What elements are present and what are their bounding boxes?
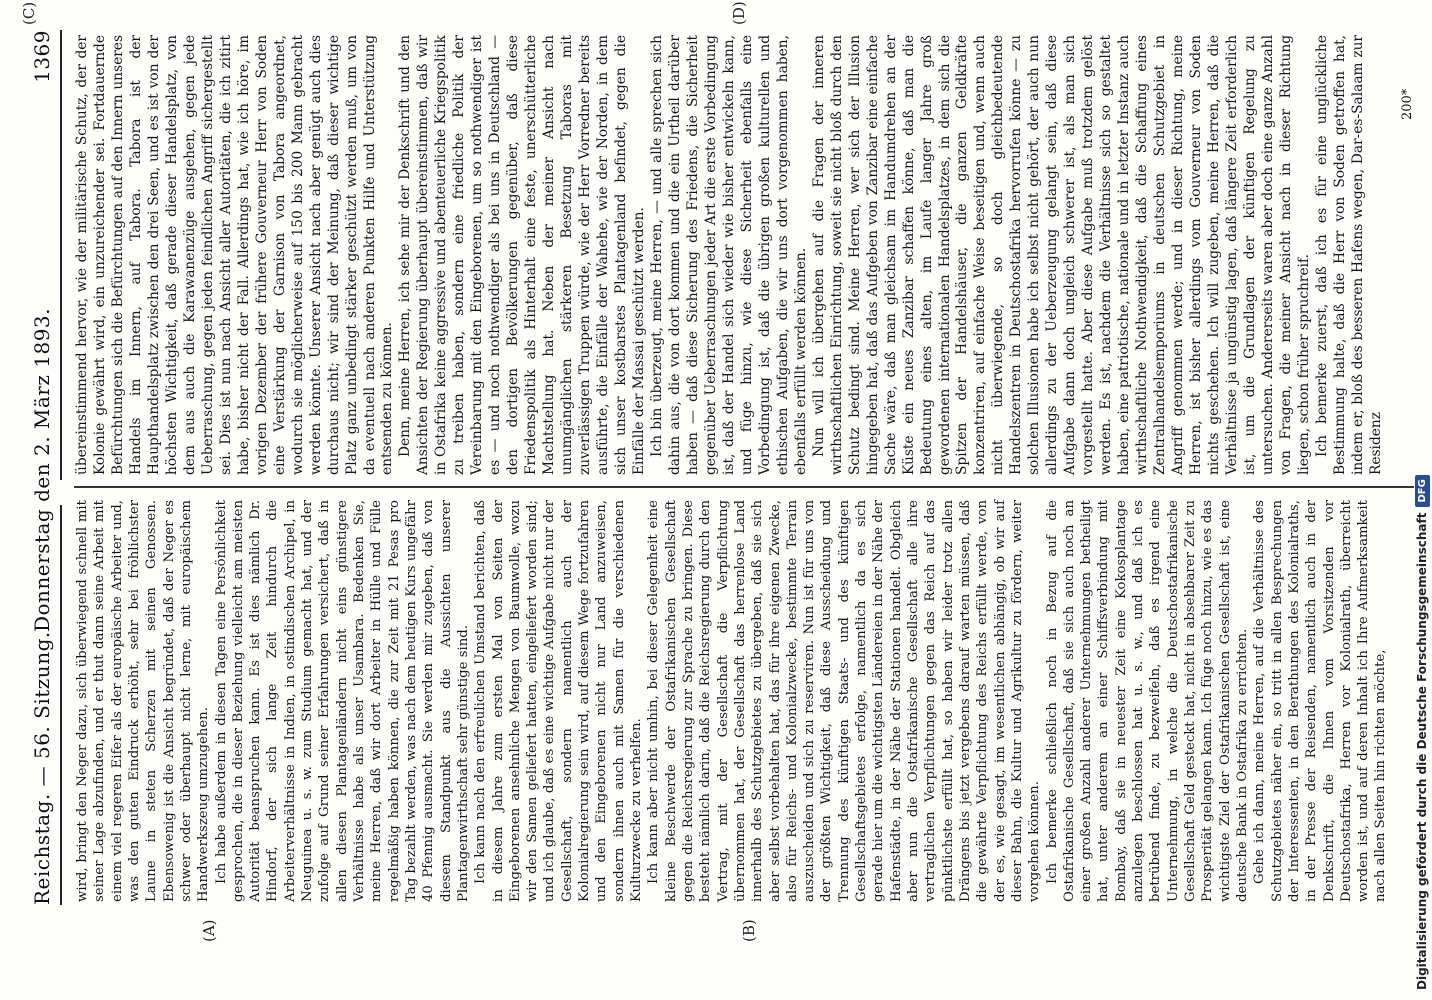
header-rule-right — [60, 30, 62, 480]
right-text-column — [74, 35, 1386, 475]
paragraph: Gehe ich dann, meine Herren, auf die Verhältnisse des Schutzgebietes näher ein, so tritt in allen Besprechungen der Interessenten, in den Berathungen des Kolonialraths, in der Presse der Reisenden, namentlich auch in der Denkschrift, die Ihnen vom Vorsitzenden vor Deutschostafrika, Herren vor Kolonialrath, überreicht worden ist, und auf deren Inhalt ich Ihre Aufmerksamkeit nach allen Seiten hin richten möchte, — [1252, 500, 1389, 902]
margin-marker-a: (A) — [200, 919, 218, 942]
page-header-date: Donnerstag den 2. März 1893. — [30, 307, 54, 633]
header-rule-left — [60, 505, 62, 905]
digitization-footer — [1408, 90, 1432, 990]
column-divider — [74, 487, 1414, 489]
footer-credit-text: Digitalisierung gefördert durch die Deutsche Forschungsgemeinschaft — [1415, 512, 1429, 990]
margin-marker-c: (C) — [20, 1, 38, 25]
paragraph: Ich bin überzeugt, meine Herren, — und alle sprechen sich dahin aus, die von dort kommen und die ein Urtheil darüber haben — daß diese Sicherung des Friedens, die Sicherheit gegenüber Ueberraschungen jeder Art die erste Vorbedingung ist, daß der Handel sich wieder wie bisher entwickeln kann, und füge hinzu, wie diese Sicherheit ebenfalls eine Vorbedingung ist, daß die übrigen großen kulturellen und ethischen Aufgaben, die wir uns dort vorgenommen haben, ebenfalls erfüllt werden können. — [649, 35, 809, 475]
paragraph: wird, bringt den Neger dazu, sich überwiegend schnell mit seiner Lage abzufinden, und er thut dann seine Arbeit mit einem viel regeren Eifer als der europäische Arbeiter und, was den guten Eindruck erhöht, sehr bei fröhlichster Laune in steten Scherzen mit seinen Genossen. Ebensowenig ist die Ansicht begründet, daß der Neger es schwer oder überhaupt nicht lerne, mit europäischem Handwerkszeug umzugehen. — [75, 500, 212, 902]
margin-marker-d: (D) — [730, 1, 748, 25]
left-text-column — [74, 500, 1390, 902]
footer-credit — [1412, 90, 1432, 990]
paragraph: Denn, meine Herren, ich sehe mir der Denkschrift und den Ansichten der Regierung überhaupt übereinstimmen, daß wir in Ostafrika keine aggressive und abenteuerliche Kriegspolitik zu treiben haben, sondern eine friedliche Politik der Vereinbarung mit den Eingeborenen, um so nothwendiger ist es — und noch nothwendiger als bei uns in Deutschland — den dortigen Bevölkerungen gegenüber, daß diese Friedenspolitik als Hinterhalt eine feste, unerschütterliche Machtstellung hat. Neben der meiner Ansicht nach unumgänglichen stärkeren Besetzung Taboras mit zuverlässigen Truppen würde, wie der Herr Vorredner bereits ausführte, die Einfälle der Wahehe, wie der Norden, in dem sich unser kostbarstes Plantagenland befindet, gegen die Einfälle der Massai geschützt werden. — [397, 35, 648, 475]
sheet-signature: 200* — [1400, 88, 1415, 120]
paragraph: Ich bemerke schließlich noch in Bezug auf die Ostafrikanische Gesellschaft, daß sie sich auch noch an einer großen Anzahl anderer Unternehmungen betheiligt hat, unter anderem an einer Schiffsverbindung mit Bombay, daß sie in neuester Zeit eine Kokosplantage anzulegen beschlossen hat u. s. w., und daß ich es betrübend finde, zu bezweifeln, daß es irgend eine Unternehmung, in welche die Deutschostafrikanische Gesellschaft Geld gesteckt hat, nicht in absehbarer Zeit zu Prosperität gelangen kann. Ich füge noch hinzu, wie es das wichtigste Ziel der Ostafrikanischen Gesellschaft ist, eine deutsche Bank in Ostafrika zu errichten. — [1044, 500, 1250, 902]
paragraph: Ich kann aber nicht umhin, bei dieser Gelegenheit eine kleine Beschwerde der Ostafrikanischen Gesellschaft gegen die Reichsregierung zur Sprache zu bringen. Diese besteht nämlich darin, daß die Reichsregierung durch den Vertrag, mit der Gesellschaft die Verpflichtung übernommen hat, der Gesellschaft das herrenlose Land innerhalb des Schutzgebietes zu übergeben, daß sie sich aber selbst vorbehalten hat, das für ihre eigenen Zwecke, also für Reichs- und Kolonialzwecke, bestimmte Terrain auszuscheiden und sich zu reserviren. Nun ist für uns von der größten Wichtigkeit, daß diese Ausscheidung und Trennung des künftigen Staats- und des künftigen Gesellschaftsgebietes erfolge, namentlich da es sich gerade hier um die wichtigsten Ländereien in der Nähe der Hafenstädte, in der Nähe der Stationen handelt. Obgleich aber nun die Ostafrikanische Gesellschaft alle ihre vertraglichen Verpflichtungen gegen das Reich auf das pünktlichste erfüllt hat, so haben wir leider trotz allen Drängens bis jetzt vergebens darauf warten müssen, daß die gewährte Verpflichtung des Reichs erfüllt werde, von der es, wie gesagt, im wesentlichen abhängig, ob wir auf dieser Bahn, die Kultur und Agrikultur zu fördern, weiter vorgehen können. — [646, 500, 1043, 902]
dfg-logo-icon: DFG — [1415, 475, 1430, 506]
paragraph: Ich habe außerdem in diesen Tagen eine Persönlichkeit gesprochen, die in dieser Beziehung vielleicht am meisten Autorität beanspruchen kann. Es ist dies nämlich Dr. Hindorf, der sich lange Zeit hindurch die Arbeiterverhältnisse in Indien, in ostindischen Archipel, in Neuguinea u. s. w. zum Studium gemacht hat, und der zufolge auf Grund seiner Erfahrungen versichert, daß in allen diesen Plantagenländern nicht eins günstigere Verhältnisse habe als unser Usambara. Bedenken Sie, meine Herren, daß wir dort Arbeiter in Hülle und Fülle regelmäßig haben können, die zur Zeit mit 21 Pesas pro Tag bezahlt werden, was nach dem heutigen Kurs ungefähr 40 Pfennig ausmacht. Sie werden mir zugeben, daß von diesem Standpunkt aus die Aussichten unserer Plantagenwirthschaft sehr günstige sind. — [213, 500, 471, 902]
paragraph: Ich kann nach den erfreulichen Umstand berichten, daß in diesem Jahre zum ersten Mal von Seiten der Eingeborenen ansehnliche Mengen von Baumwolle, wozu wir den Samen geliefert hatten, eingeliefert worden sind; und ich glaube, daß es eine wichtige Aufgabe nicht nur der Gesellschaft, sondern namentlich auch der Kolonialregierung sein wird, auf diesem Wege fortzufahren und den Eingeborenen nicht nur Land anzuweisen, sondern ihnen auch mit Samen für die verschiedenen Kulturzwecke zu verhelfen. — [473, 500, 644, 902]
margin-marker-b: (B) — [740, 919, 758, 942]
page-number: 1369 — [30, 30, 54, 83]
paragraph: Nun will ich übergehen auf die Fragen der inneren wirthschaftlichen Einrichtung, soweit sie nicht bloß durch den Schutz bedingt sind. Meine Herren, wer sich der Illusion hingegeben hat, daß das Aufgeben von Zanzibar eine einfache Sache wäre, daß man gleichsam im Handumdrehen an der Küste ein neues Zanzibar schaffen könne, daß man die Bedeutung eines alten, im Laufe langer Jahre groß gewordenen internationalen Handelsplatzes, in dem sich die Spitzen der Handelshäuser, die ganzen Geldkräfte konzentriren, auf einfache Weise beseitigen und, wenn auch nicht überwiegende, so doch gleichbedeutende Handelszentren in Deutschostafrika hervorrufen könne — zu solchen Illusionen habe ich selbst nicht gehört, der auch nun allerdings zu der Ueberzeugung gelangt sein, daß diese Aufgabe dann doch ungleich schwerer ist, als man sich vorgestellt hatte. Aber diese Aufgabe muß trotzdem gelöst werden. Es ist, nachdem die Verhältnisse sich so gestaltet haben, eine patriotische, nationale und in letzter Instanz auch wirthschaftliche Nothwendigkeit, daß die Schaffung eines Zentralhandelsemporiums in deutschen Schutzgebiet in Angriff genommen werde; und in dieser Richtung, meine Herren, ist bisher allerdings vom Gouverneur von Soden nichts geschehen. Ich will zugeben, meine Herren, daß die Verhältnisse ja ungünstig lagen, daß längere Zeit erforderlich ist, um die Grundlagen der künftigen Regelung zu untersuchen. Andererseits waren aber doch eine ganze Anzahl von Fragen, die meiner Ansicht nach in dieser Richtung liegen, schon früher spruchreif. — [810, 35, 1312, 475]
paragraph: Ich bemerke zuerst, daß ich es für eine unglückliche Bestimmung halte, daß die Herr von Soden getroffen hat, indem er, bloß des besseren Hafens wegen, Dar-es-Salaam zur Residenz — [1313, 35, 1384, 475]
page-header-left: Reichstag. — 56. Sitzung. — [30, 631, 54, 905]
paragraph: übereinstimmend hervor, wie der militärische Schutz, der der Kolonie gewährt wird, ein unzureichender sei. Fortdauernde Befürchtungen sich die Befürchtungen auf den Innern unseres Handels im Innern, auf Tabora. Tabora ist der Haupthandelsplatz zwischen den drei Seen, und es ist von der höchsten Wichtigkeit, daß gerade dieser Handelsplatz, von dem aus auch die Karawanenzüge ausgehen, gegen jede Ueberraschung, gegen jeden feindlichen Angriff sichergestellt sei. Dies ist nun nach Ansicht aller Autoritäten, die ich zitirt habe, bisher nicht der Fall. Allerdings hat, wie ich höre, im vorigen Dezember der frühere Gouverneur Herr von Soden eine Verstärkung der Garnison von Tabora angeordnet, wodurch sie möglicherweise auf 150 bis 200 Mann gebracht werden könnte. Unserer Ansicht nach aber genügt auch dies durchaus nicht; wir sind der Meinung, daß dieser wichtige Platz ganz unbedingt stärker geschützt werden muß, um von da eventuell nach anderen Punkten Hilfe und Unterstützung entsenden zu können. — [74, 35, 396, 475]
